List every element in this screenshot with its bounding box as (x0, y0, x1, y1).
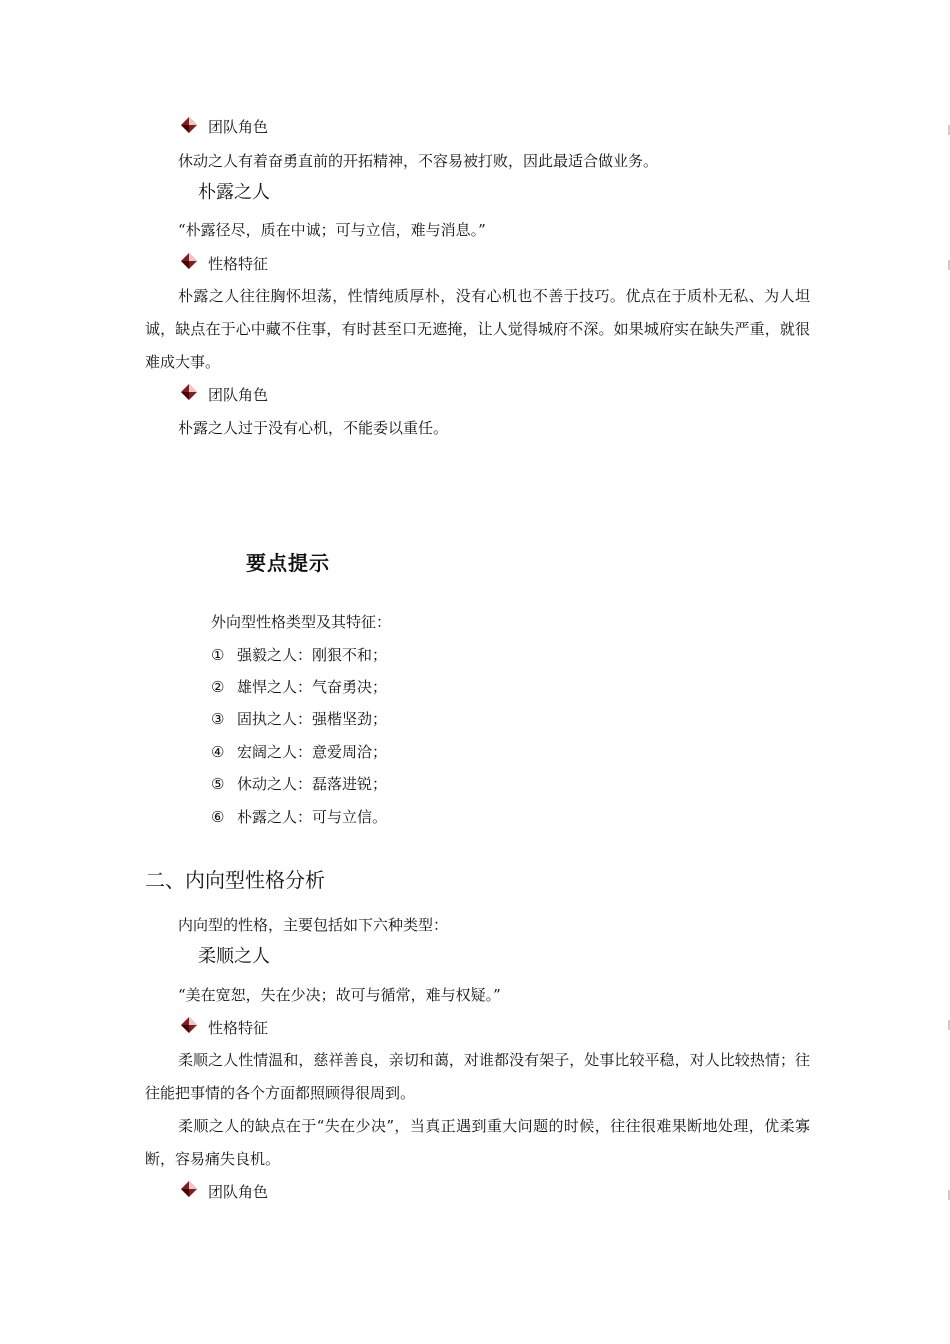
team-role-heading: 团队角色 (208, 1183, 269, 1201)
diamond-bullet-icon (180, 383, 198, 401)
trait-text: 柔顺之人性情温和，慈祥善良，亲切和蔼，对谁都没有架子，处事比较平稳，对人比较热情；往往能把事情的各个方面都照顾得很周到。 (145, 1051, 810, 1102)
trait-text: 柔顺之人的缺点在于“失在少决”，当真正遇到重大问题的时候，往往很难果断地处理，优柔寡断，容易痛失良机。 (145, 1117, 810, 1168)
keypoint-text: 宏阔之人：意爱周洽； (237, 743, 388, 761)
type-title: 柔顺之人 (198, 946, 270, 967)
keypoint-item (211, 677, 387, 697)
diamond-bullet-icon (180, 1180, 198, 1198)
team-role-heading: 团队角色 (208, 118, 269, 136)
keypoint-item (211, 774, 387, 794)
keypoints-intro: 外向型性格类型及其特征： (211, 613, 392, 631)
diamond-bullet-icon (180, 116, 198, 134)
keypoint-text: 雄悍之人：气奋勇决； (237, 678, 388, 696)
keypoint-text: 强毅之人：刚狠不和； (237, 646, 388, 664)
keypoint-text: 朴露之人：可与立信。 (237, 808, 388, 826)
team-role-text: 休动之人有着奋勇直前的开拓精神，不容易被打败，因此最适合做业务。 (178, 152, 659, 170)
keypoint-number: ② (211, 678, 225, 696)
type-title: 朴露之人 (198, 182, 270, 203)
team-role-text: 朴露之人过于没有心机，不能委以重任。 (178, 419, 449, 437)
keypoint-text: 休动之人：磊落进锐； (237, 775, 388, 793)
keypoint-text: 固执之人：强楷坚劲； (237, 710, 388, 728)
team-role-heading: 团队角色 (208, 386, 269, 404)
section-intro: 内向型的性格，主要包括如下六种类型： (178, 916, 449, 934)
keypoint-item (211, 807, 387, 827)
type-quote: “朴露径尽，质在中诚；可与立信，难与消息。” (178, 221, 486, 239)
keypoints-title: 要点提示 (246, 551, 330, 575)
section-title: 二、内向型性格分析 (145, 868, 325, 892)
keypoint-item (211, 709, 387, 729)
keypoint-number: ③ (211, 710, 225, 728)
type-quote: “美在宽恕，失在少决；故可与循常，难与权疑。” (178, 986, 501, 1004)
keypoint-item (211, 645, 387, 665)
keypoint-number: ④ (211, 743, 225, 761)
keypoint-number: ⑥ (211, 808, 225, 826)
trait-heading: 性格特征 (208, 1019, 269, 1037)
keypoint-item (211, 742, 387, 762)
keypoint-number: ⑤ (211, 775, 225, 793)
trait-text: 朴露之人往往胸怀坦荡，性情纯质厚朴，没有心机也不善于技巧。优点在于质朴无私、为人坦诚，缺点在于心中藏不住事，有时甚至口无遮掩，让人觉得城府不深。如果城府实在缺失严重，就很难成大事。 (145, 287, 810, 371)
keypoint-number: ① (211, 646, 225, 664)
trait-heading: 性格特征 (208, 255, 269, 273)
diamond-bullet-icon (180, 1016, 198, 1034)
diamond-bullet-icon (180, 252, 198, 270)
